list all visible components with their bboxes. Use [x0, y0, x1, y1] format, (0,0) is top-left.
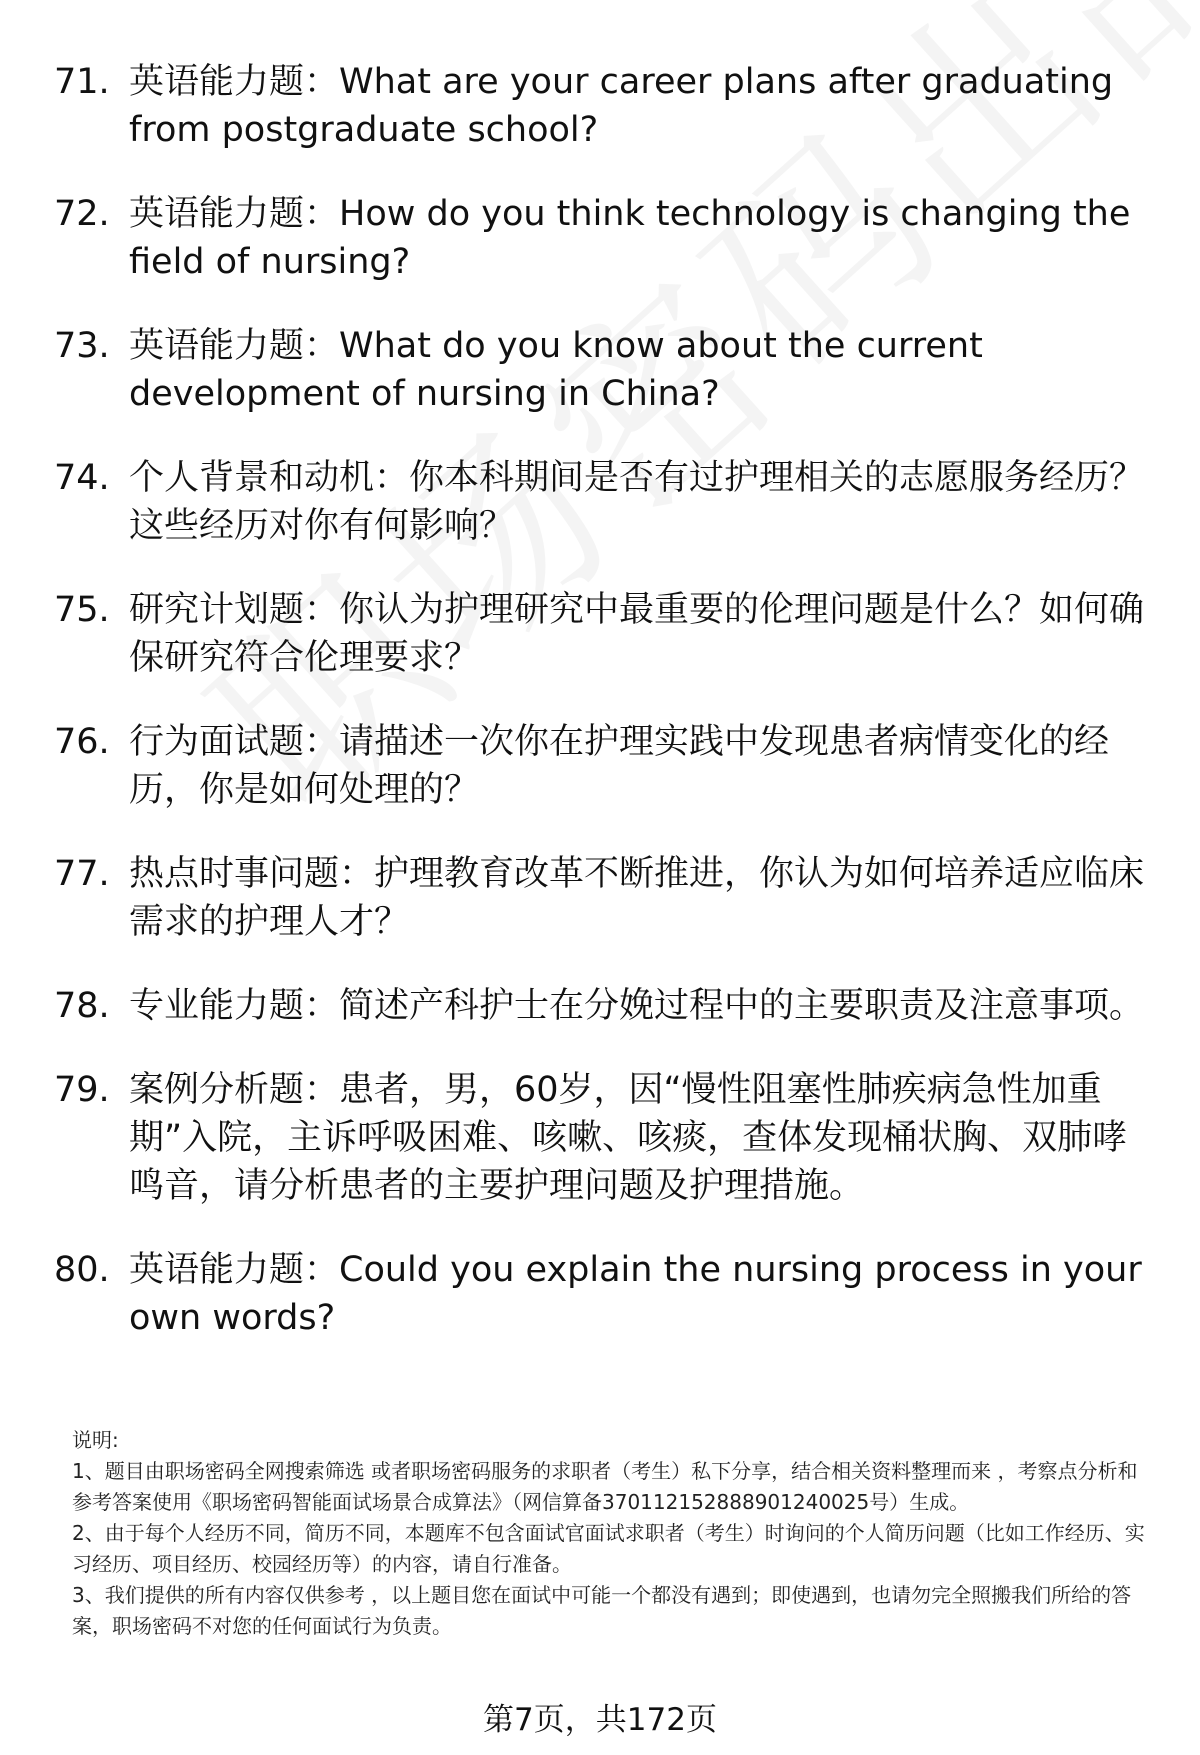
question-item [54, 586, 1154, 682]
question-item [54, 322, 1154, 418]
question-text: 行为面试题：请描述一次你在护理实践中发现患者病情变化的经历，你是如何处理的？ [129, 722, 1110, 810]
question-number: 78. [54, 986, 110, 1026]
question-item [54, 718, 1154, 814]
question-item [54, 58, 1154, 154]
question-number: 80. [54, 1250, 110, 1290]
page-footer [0, 1700, 1200, 1740]
question-item [54, 454, 1154, 550]
question-number: 72. [54, 194, 110, 234]
note-item: 2、由于每个人经历不同，简历不同，本题库不包含面试官面试求职者（考生）时询问的个人简历问题（比如工作经历、实习经历、项目经历、校园经历等）的内容，请自行准备。 [72, 1521, 1145, 1576]
question-item [54, 850, 1154, 946]
question-number: 75. [54, 590, 110, 630]
notes-section [72, 1425, 1152, 1642]
note-item: 1、题目由职场密码全网搜索筛选 或者职场密码服务的求职者（考生）私下分享，结合相关资料整理而来 ，考察点分析和参考答案使用《职场密码智能面试场景合成算法》（网信算备370112152888901240025号）生成。 [72, 1459, 1138, 1514]
question-text: 案例分析题：患者，男，60岁，因“慢性阻塞性肺疾病急性加重期”入院，主诉呼吸困难、咳嗽、咳痰，查体发现桶状胸、双肺哮鸣音，请分析患者的主要护理问题及护理措施。 [129, 1070, 1128, 1206]
question-item [54, 982, 1154, 1030]
question-item [54, 190, 1154, 286]
question-list [54, 58, 1154, 1378]
question-text: 热点时事问题：护理教育改革不断推进，你认为如何培养适应临床需求的护理人才？ [129, 854, 1145, 942]
question-number: 73. [54, 326, 110, 366]
question-number: 76. [54, 722, 110, 762]
page-number: 第7页，共172页 [483, 1702, 717, 1738]
question-number: 74. [54, 458, 110, 498]
question-number: 71. [54, 62, 110, 102]
question-text: 英语能力题：What are your career plans after graduating from postgraduate school? [129, 62, 1114, 150]
question-item [54, 1246, 1154, 1342]
question-text: 英语能力题：Could you explain the nursing process in your own words? [129, 1250, 1142, 1338]
question-number: 79. [54, 1070, 110, 1110]
question-text: 英语能力题：How do you think technology is changing the field of nursing? [129, 194, 1131, 282]
question-text: 研究计划题：你认为护理研究中最重要的伦理问题是什么？如何确保研究符合伦理要求？ [129, 590, 1145, 678]
notes-title: 说明: [72, 1428, 119, 1452]
question-text: 个人背景和动机：你本科期间是否有过护理相关的志愿服务经历？这些经历对你有何影响？ [129, 458, 1145, 546]
question-text: 英语能力题：What do you know about the current development of nursing in China? [129, 326, 983, 414]
note-item: 3、我们提供的所有内容仅供参考 ，以上题目您在面试中可能一个都没有遇到；即使遇到，也请勿完全照搬我们所给的答案，职场密码不对您的任何面试行为负责。 [72, 1583, 1132, 1638]
question-number: 77. [54, 854, 110, 894]
question-text: 专业能力题：简述产科护士在分娩过程中的主要职责及注意事项。 [129, 986, 1145, 1026]
question-item [54, 1066, 1154, 1210]
